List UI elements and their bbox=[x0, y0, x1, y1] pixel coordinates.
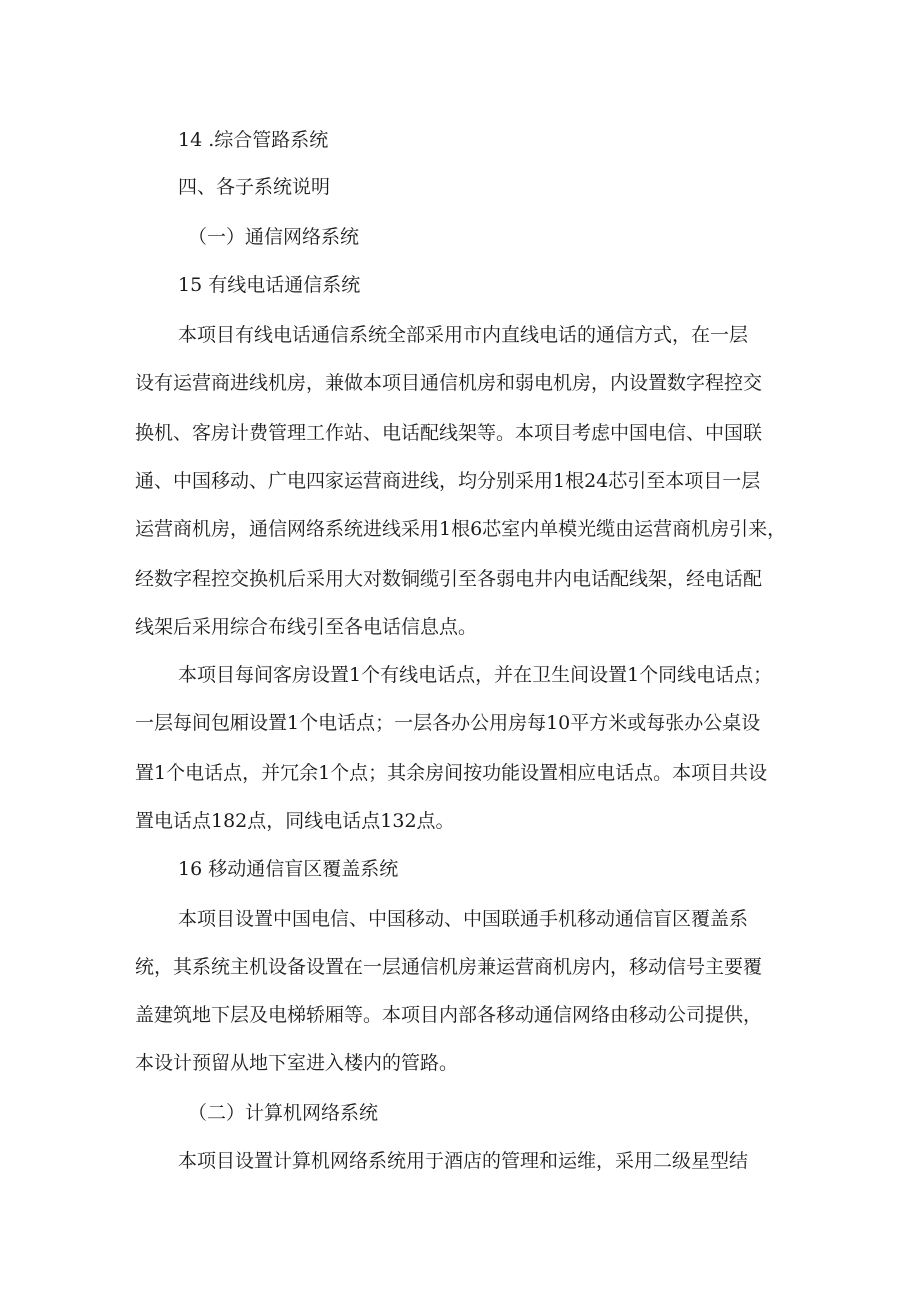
paragraph-line: 置1个电话点，并冗余1个点；其余房间按功能设置相应电话点。本项目共设 bbox=[135, 762, 768, 784]
paragraph-line: 盖建筑地下层及电梯轿厢等。本项目内部各移动通信网络由移动公司提供， bbox=[135, 1004, 763, 1026]
heading-computer-network: （二）计算机网络系统 bbox=[188, 1102, 379, 1124]
paragraph-line: 本项目设置计算机网络系统用于酒店的管理和运维，采用二级星型结 bbox=[178, 1150, 749, 1172]
paragraph-line: 设有运营商进线机房，兼做本项目通信机房和弱电机房，内设置数字程控交 bbox=[135, 372, 763, 394]
paragraph-line: 本项目有线电话通信系统全部采用市内直线电话的通信方式，在一层 bbox=[178, 324, 749, 346]
paragraph-line: 线架后采用综合布线引至各电话信息点。 bbox=[135, 616, 478, 638]
heading-15-wired-telephone: 15 有线电话通信系统 bbox=[178, 274, 361, 296]
paragraph-line: 统，其系统主机设备设置在一层通信机房兼运营商机房内，移动信号主要覆 bbox=[135, 956, 763, 978]
paragraph-line: 换机、客房计费管理工作站、电话配线架等。本项目考虑中国电信、中国联 bbox=[135, 422, 763, 444]
paragraph-line: 通、中国移动、广电四家运营商进线，均分别采用1根24芯引至本项目一层 bbox=[135, 470, 761, 492]
paragraph-line: 本设计预留从地下室进入楼内的管路。 bbox=[135, 1052, 459, 1074]
paragraph-line: 本项目设置中国电信、中国移动、中国联通手机移动通信盲区覆盖系 bbox=[178, 908, 749, 930]
heading-14-comprehensive-pipeline: 14 .综合管路系统 bbox=[178, 129, 329, 151]
paragraph-line: 置电话点182点，同线电话点132点。 bbox=[135, 810, 455, 832]
paragraph-line: 一层每间包厢设置1个电话点；一层各办公用房每10平方米或每张办公桌设 bbox=[135, 712, 761, 734]
paragraph-line: 本项目每间客房设置1个有线电话点，并在卫生间设置1个同线电话点； bbox=[178, 664, 773, 686]
heading-subsystem-description: 四、各子系统说明 bbox=[178, 176, 331, 198]
heading-16-mobile-coverage: 16 移动通信盲区覆盖系统 bbox=[178, 858, 399, 880]
paragraph-line: 运营商机房，通信网络系统进线采用1根6芯室内单模光缆由运营商机房引来， bbox=[135, 518, 787, 540]
paragraph-line: 经数字程控交换机后采用大对数铜缆引至各弱电井内电话配线架，经电话配 bbox=[135, 568, 763, 590]
heading-communication-network: （一）通信网络系统 bbox=[188, 226, 360, 248]
